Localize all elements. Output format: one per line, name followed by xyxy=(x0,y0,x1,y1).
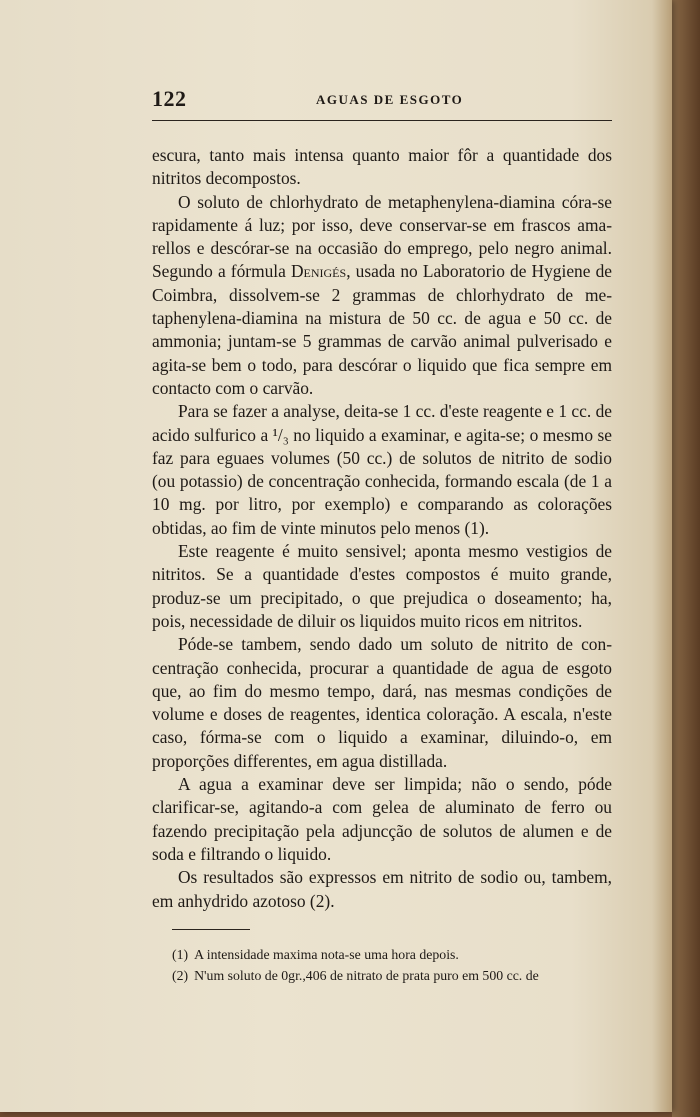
footnote-mark: (1) xyxy=(172,947,189,962)
footnote-rule xyxy=(172,929,250,930)
footnote xyxy=(152,944,612,965)
paragraph: Para se fazer a analyse, deita-se 1 cc. d'este reagente e 1 cc. de acido sulfurico a ¹/₃ no liquido a examinar, e agita-se; o mesmo se faz para eguaes volumes (50 cc.) de solutos de nitrito de sodio (ou potassio) de concentração conhecida, formando escala (de 1 a 10 mg. por litro, por exemplo) e comparando as colorações obtidas, ao fim de vinte minutos pelo menos (1). xyxy=(152,401,612,538)
page-header xyxy=(152,86,612,116)
footnote xyxy=(152,965,612,986)
paragraph-text: , usada no Laboratorio de Hygiene de Coimbra, dissolvem-se 2 grammas de chlorhydrato de metaphenylena-diamina na mistura de 50 cc. de agua e 50 cc. de ammonia; juntam-se 5 grammas de carvão animal pulverisado e agita-se bem o todo, para descórar o liquido que fica sempre em contacto com o carvão. xyxy=(152,261,612,398)
footnote-text: A intensidade maxima nota-se uma hora depois. xyxy=(194,947,459,962)
running-title: AGUAS DE ESGOTO xyxy=(316,92,464,107)
page-number: 122 xyxy=(152,86,187,111)
footnote-text: N'um soluto de 0gr.,406 de nitrato de prata puro em 500 cc. de xyxy=(194,968,539,983)
author-name: Denigés xyxy=(290,261,347,282)
paragraph xyxy=(152,191,612,401)
header-rule xyxy=(152,120,612,121)
body-text xyxy=(152,144,612,913)
paragraph: A agua a examinar deve ser limpida; não o sendo, póde clarificar-se, agitando-a com gelea de aluminato de ferro ou fazendo precipitação pela adjuncção de solutos de alumen e de soda e filtrando o liquido. xyxy=(152,774,612,864)
paragraph-text: O soluto de chlorhydrato de metaphenylena-diamina córa-se rapidamente á luz; por isso, deve conservar-se em frascos amarellos e descórar-se na occasião do emprego, pelo negro animal. Segundo a fórmula xyxy=(152,191,612,282)
paragraph: Póde-se tambem, sendo dado um soluto de nitrito de concentração conhecida, procurar a quantidade de agua de esgoto que, ao fim do mesmo tempo, dará, nas mesmas condições de volume e doses de reagentes, identica coloração. A escala, n'este caso, fórma-se com o liquido a examinar, diluindo-o, em proporções differentes, em agua distillada. xyxy=(152,634,612,771)
paragraph: Este reagente é muito sensivel; aponta mesmo vestigios de nitritos. Se a quantidade d'estes compostos é muito grande, produz-se um precipitado, o que prejudica o doseamento; ha, pois, necessidade de diluir os liquidos muito ricos em nitritos. xyxy=(152,541,612,631)
footnote-mark: (2) xyxy=(172,968,189,983)
paragraph: escura, tanto mais intensa quanto maior fôr a quantidade dos nitritos decompostos. xyxy=(152,145,612,189)
paragraph: Os resultados são expressos em nitrito de sodio ou, tambem, em anhydrido azotoso (2). xyxy=(152,867,612,911)
footnotes xyxy=(152,944,612,986)
book-edge xyxy=(672,0,700,1117)
